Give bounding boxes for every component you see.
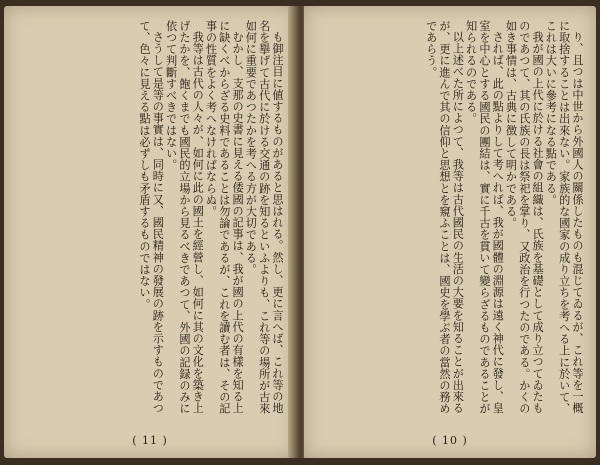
paragraph: むかし、支那の史書に見える倭國の記事は、我が國の上代の有樣を知る上に缺くべからざる史料であることは勿論であるが、これを讀む者は、その記事の性質をよく考へなければならぬ。 bbox=[204, 20, 245, 415]
paragraph: 以上述べた所によつて、我等は古代國民の生活の大要を知ることが出來るが、更に進んで其の信仰と思想とを窺ふことは、國史を學ぶ者の當然の務めであらう。 bbox=[424, 20, 465, 415]
paragraph: さうして是等の事實は、同時に又、國民精神の發展の跡を示すものであつて、色々に見える點は必ずしも矛盾するものではない。 bbox=[138, 20, 165, 414]
right-page-text bbox=[318, 20, 584, 415]
page-number-left: ( 11 ) bbox=[132, 434, 168, 447]
paragraph: も御注目に値するものがあると思はれる。然し、更に言へば、これ等の地名を擧げて古代に於ける交通の跡を知るといふよりも、これ等の場所が古來如何に重要であつたかを考へる方が大切である。 bbox=[244, 20, 284, 415]
paragraph: されば、此の點よりして考へれば、我が國體の淵源は遠く神代に發し、皇室を中心とする國民の團結は、實に千古を貫いて變らざるものであることが知られるのである。 bbox=[464, 20, 505, 415]
right-page bbox=[304, 6, 596, 458]
paragraph: 我等は古代の人々が、如何に此の國土を經營し、如何に其の文化を築き上げたかを、飽くまでも國民的立場から見るべきであつて、外國の記録のみに依つて判斷すべきではない。 bbox=[164, 20, 205, 415]
left-page bbox=[4, 6, 296, 458]
page-number-right: ( 10 ) bbox=[432, 434, 468, 447]
paragraph: 我が國の上代に於ける社會の組織は、氏族を基礎として成り立つてゐたものであつて、其の氏族の長は祭祀を掌り、又政治を行つたのである。かくの如き事情は、古典に徴して明かである。 bbox=[504, 20, 545, 415]
paragraph: り、且つは中世から外國人の關係したものも混じてゐるが、これ等を一概に取捨することは出來ない。家族的な國家の成り立ちを考へる上に於いて、これは大いに參考になる點である。 bbox=[544, 20, 584, 415]
left-page-text bbox=[22, 20, 284, 415]
